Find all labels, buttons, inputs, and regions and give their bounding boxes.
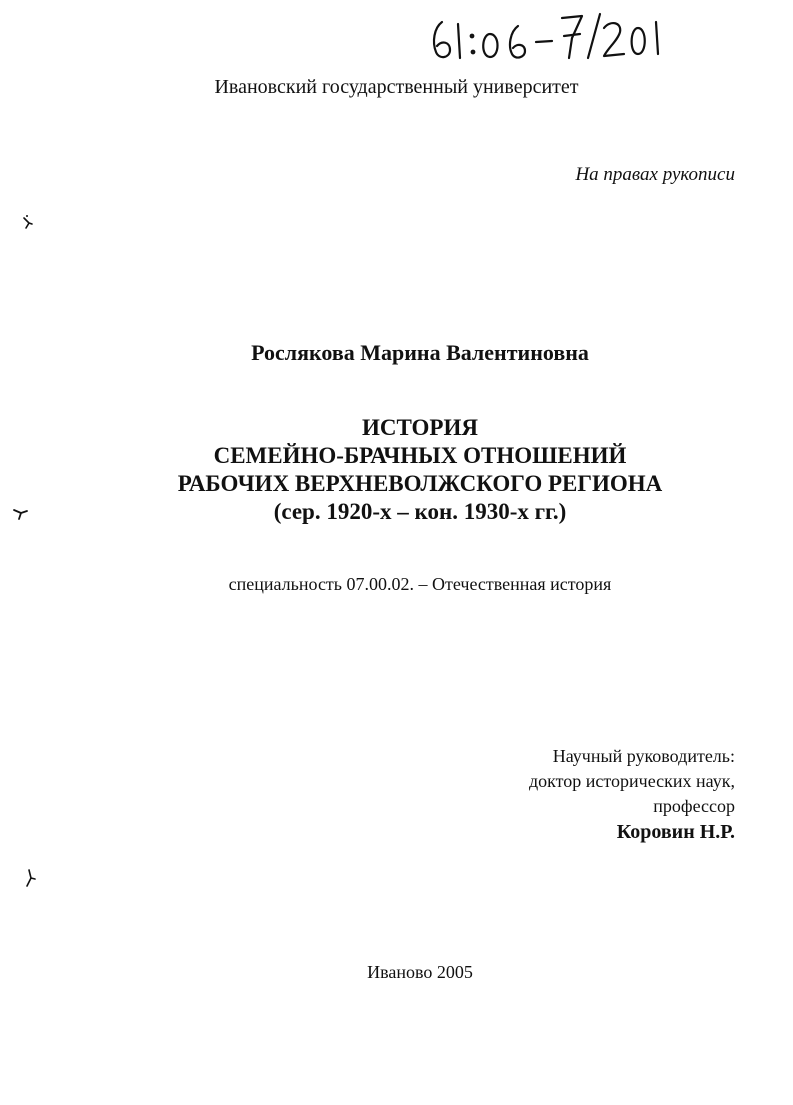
advisor-degree: доктор исторических наук, bbox=[529, 771, 735, 791]
margin-mark-icon bbox=[24, 868, 38, 888]
title-line-1: ИСТОРИЯ bbox=[362, 415, 478, 440]
university-name: Ивановский государственный университет bbox=[214, 76, 579, 98]
title-line-2: СЕМЕЙНО-БРАЧНЫХ ОТНОШЕНИЙ bbox=[213, 443, 627, 468]
advisor-name: Коровин Н.Р. bbox=[616, 821, 735, 843]
handwritten-catalog-number bbox=[428, 8, 668, 64]
margin-mark-icon bbox=[20, 214, 36, 232]
advisor-role: Научный руководитель: bbox=[552, 746, 735, 766]
dissertation-title bbox=[0, 414, 793, 526]
margin-mark-icon bbox=[12, 504, 30, 522]
advisor-block bbox=[529, 744, 735, 845]
specialty-line: специальность 07.00.02. – Отечественная история bbox=[228, 574, 612, 594]
city-year: Иваново 2005 bbox=[367, 962, 473, 982]
title-line-3: РАБОЧИХ ВЕРХНЕВОЛЖСКОГО РЕГИОНА bbox=[177, 471, 663, 496]
author-name: Рослякова Марина Валентиновна bbox=[251, 340, 589, 365]
title-line-4: (сер. 1920-х – кон. 1930-х гг.) bbox=[273, 499, 567, 524]
advisor-rank: профессор bbox=[653, 796, 735, 816]
manuscript-rights-note: На правах рукописи bbox=[575, 164, 735, 185]
